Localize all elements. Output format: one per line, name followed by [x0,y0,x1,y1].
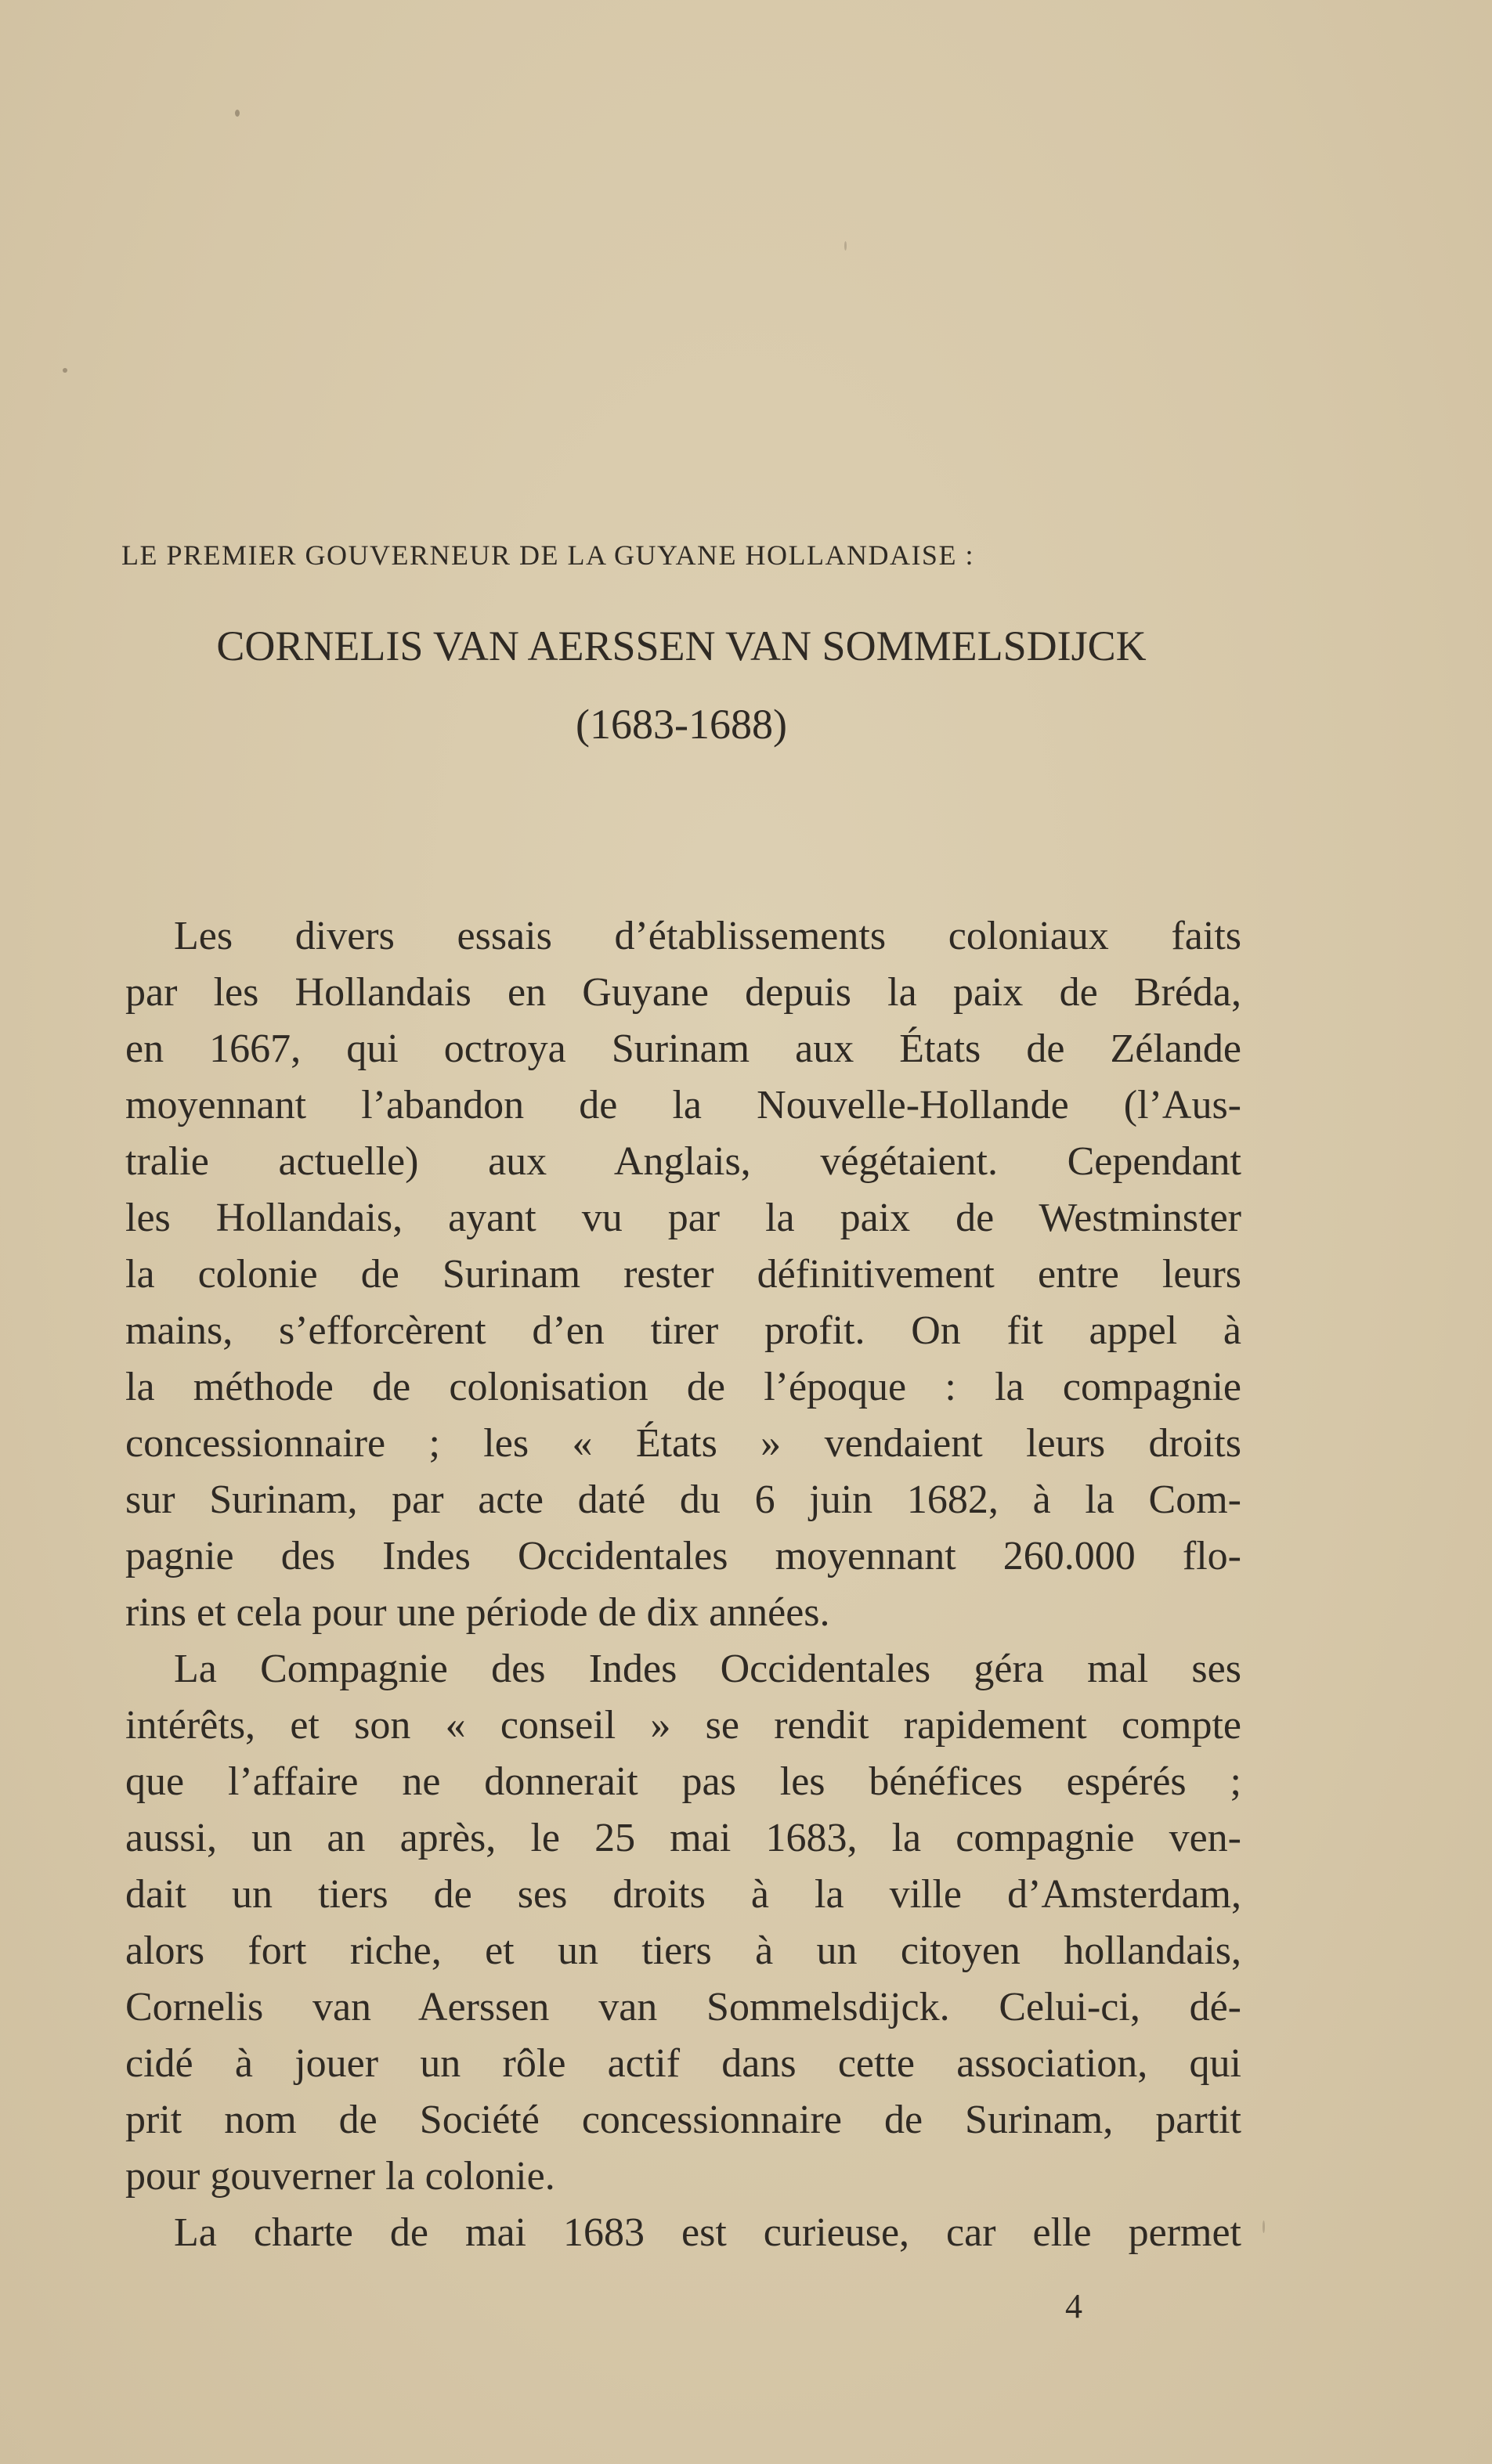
paper-speck [1263,2220,1265,2233]
text-line: la méthode de colonisation de l’époque : la compagnie [125,1365,1241,1409]
text-line: moyennant l’abandon de la Nouvelle-Hollande (l’Aus- [125,1083,1241,1127]
text-line: par les Hollandais en Guyane depuis la paix de Bréda, [125,970,1241,1015]
text-line: cidé à jouer un rôle actif dans cette association, qui [125,2041,1241,2086]
text-line: La Compagnie des Indes Occidentales géra mal ses [174,1647,1241,1691]
body-text [125,908,1241,2261]
text-line: concessionnaire ; les « États » vendaient leurs droits [125,1421,1241,1466]
text-line: Cornelis van Aerssen van Sommelsdijck. Celui-ci, dé- [125,1985,1241,2029]
text-line: mains, s’efforcèrent d’en tirer profit. On fit appel à [125,1308,1241,1353]
text-line: prit nom de Société concessionnaire de Surinam, partit [125,2098,1241,2142]
text-line: pour gouverner la colonie. [125,2154,555,2199]
text-line: la colonie de Surinam rester définitivement entre leurs [125,1252,1241,1297]
text-line: sur Surinam, par acte daté du 6 juin 1682, à la Com- [125,1477,1241,1522]
text-line: alors fort riche, et un tiers à un citoyen hollandais, [125,1928,1241,1973]
text-line: Les divers essais d’établissements coloniaux faits [174,914,1241,958]
text-line: tralie actuelle) aux Anglais, végétaient. Cependant [125,1139,1241,1184]
text-line: que l’affaire ne donnerait pas les bénéfices espérés ; [125,1759,1241,1804]
text-line: La charte de mai 1683 est curieuse, car elle permet [174,2210,1241,2255]
paper-speck [844,241,847,251]
text-line: intérêts, et son « conseil » se rendit rapidement compte [125,1703,1241,1748]
text-line: en 1667, qui octroya Surinam aux États de Zélande [125,1026,1241,1071]
page-subtitle-dates: (1683-1688) [576,701,787,748]
text-line: les Hollandais, ayant vu par la paix de Westminster [125,1196,1241,1240]
text-line: rins et cela pour une période de dix années. [125,1590,830,1635]
running-title: LE PREMIER GOUVERNEUR DE LA GUYANE HOLLANDAISE : [121,539,974,571]
text-line: dait un tiers de ses droits à la ville d’Amsterdam, [125,1872,1241,1917]
paper-speck [235,110,240,117]
page-number: 4 [1065,2287,1082,2325]
text-line: aussi, un an après, le 25 mai 1683, la compagnie ven- [125,1816,1241,1860]
paper-speck [63,368,67,373]
page-title: CORNELIS VAN AERSSEN VAN SOMMELSDIJCK [216,622,1147,669]
text-line: pagnie des Indes Occidentales moyennant 260.000 flo- [125,1534,1241,1578]
